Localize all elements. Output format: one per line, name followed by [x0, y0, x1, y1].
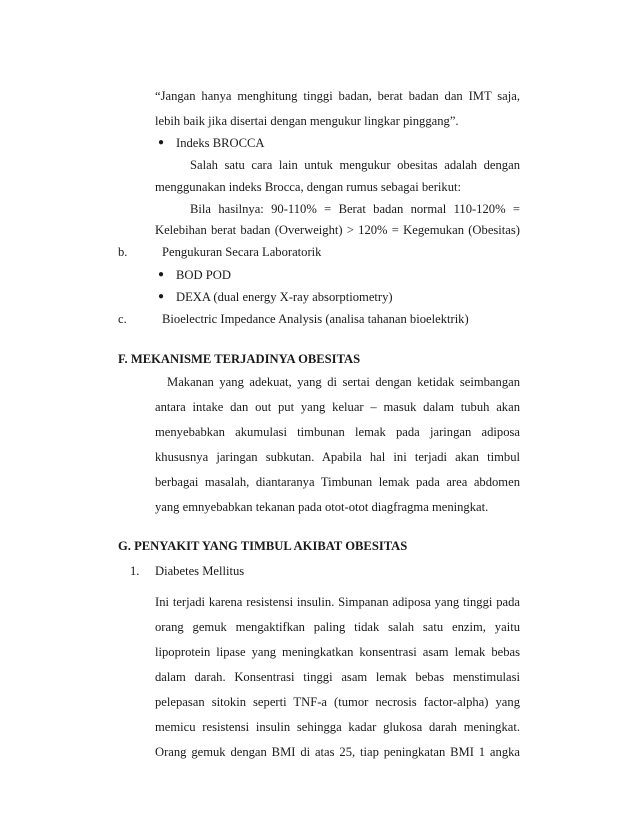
- paragraph-line: Makanan yang adekuat, yang di sertai dengan ketidak seimbangan: [167, 375, 520, 389]
- paragraph-line: Ini terjadi karena resistensi insulin. Simpanan adiposa yang tinggi pada: [155, 595, 520, 609]
- brocca-label: Indeks BROCCA: [176, 136, 265, 150]
- list-marker: c.: [118, 312, 127, 326]
- paragraph-line: orang gemuk mengaktifkan paling tidak salah satu enzim, yaitu: [155, 620, 520, 634]
- paragraph-line: lipoprotein lipase yang meningkatkan konsentrasi asam lemak bebas: [155, 645, 520, 659]
- paragraph-line: menyebabkan akumulasi timbunan lemak pada jaringan adiposa: [155, 425, 520, 439]
- list-item-label: DEXA (dual energy X-ray absorptiometry): [176, 290, 393, 304]
- paragraph-line: dalam darah. Konsentrasi tinggi asam lemak bebas menstimulasi: [155, 670, 520, 684]
- list-marker: 1.: [130, 564, 140, 578]
- paragraph-line: Orang gemuk dengan BMI di atas 25, tiap peningkatan BMI 1 angka: [155, 745, 520, 759]
- list-item-label: Diabetes Mellitus: [155, 564, 245, 578]
- brocca-paragraph-line: Bila hasilnya: 90-110% = Berat badan normal 110-120% =: [190, 202, 520, 216]
- brocca-paragraph-line: menggunakan indeks Brocca, dengan rumus sebagai berikut:: [155, 180, 462, 194]
- list-item-label: BOD POD: [176, 268, 231, 282]
- paragraph-line: antara intake dan out put yang keluar – masuk dalam tubuh akan: [155, 400, 520, 414]
- section-heading: F. MEKANISME TERJADINYA OBESITAS: [118, 352, 361, 366]
- section-heading: G. PENYAKIT YANG TIMBUL AKIBAT OBESITAS: [118, 539, 408, 553]
- quote-line: lebih baik jika disertai dengan mengukur lingkar pinggang”.: [155, 114, 459, 128]
- paragraph-line: memicu resistensi insulin sehingga kadar glukosa darah meningkat.: [155, 720, 520, 734]
- brocca-paragraph-line: Kelebihan berat badan (Overweight) > 120% = Kegemukan (Obesitas): [155, 223, 520, 237]
- list-item-label: Pengukuran Secara Laboratorik: [162, 245, 322, 259]
- paragraph-line: khususnya jaringan subkutan. Apabila hal ini terjadi akan timbul: [155, 450, 520, 464]
- list-item-label: Bioelectric Impedance Analysis (analisa tahanan bioelektrik): [162, 312, 469, 326]
- bullet-icon: ●: [158, 291, 165, 302]
- paragraph-line: berbagai masalah, diantaranya Timbunan lemak pada area abdomen: [155, 475, 520, 489]
- bullet-icon: ●: [158, 137, 165, 148]
- paragraph-line: yang emnyebabkan tekanan pada otot-otot diagfragma meningkat.: [155, 500, 489, 514]
- bullet-icon: ●: [158, 269, 165, 280]
- quote-line: “Jangan hanya menghitung tinggi badan, berat badan dan IMT saja,: [155, 89, 520, 103]
- brocca-paragraph-line: Salah satu cara lain untuk mengukur obesitas adalah dengan: [190, 158, 520, 172]
- paragraph-line: pelepasan sitokin seperti TNF-a (tumor necrosis factor-alpha) yang: [155, 695, 520, 709]
- list-marker: b.: [118, 245, 128, 259]
